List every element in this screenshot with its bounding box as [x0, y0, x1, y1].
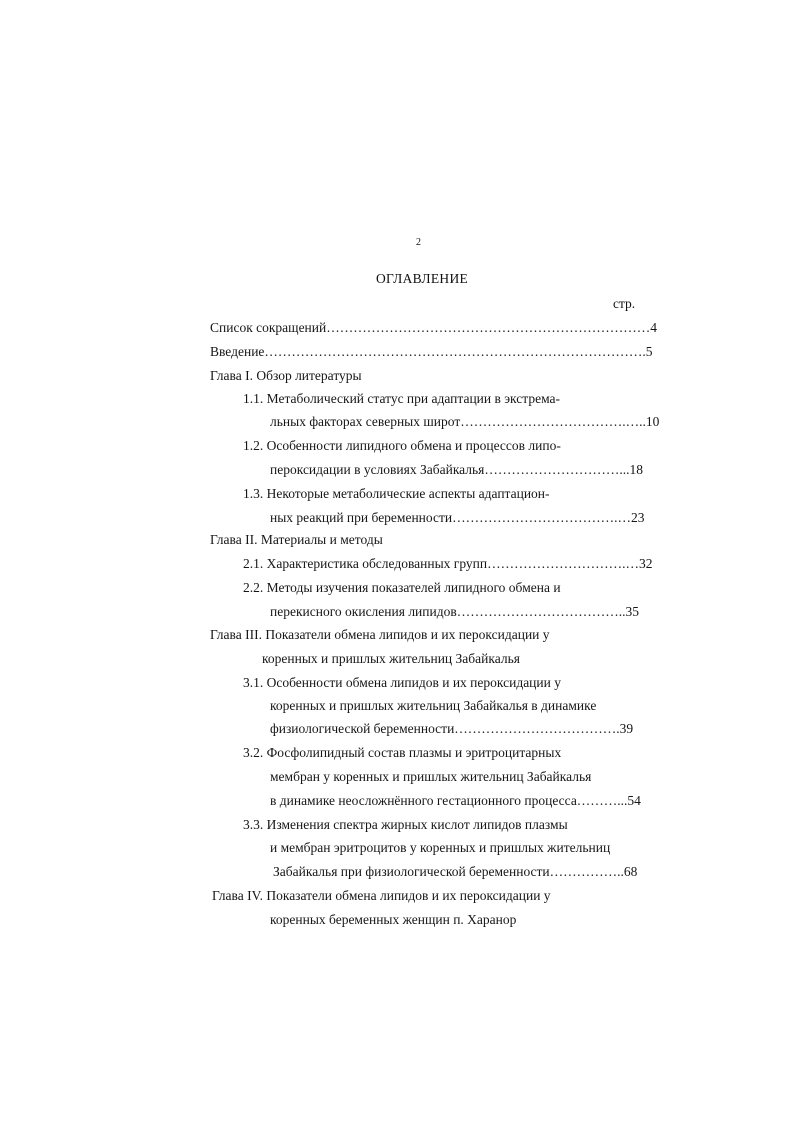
toc-chapter-3-line2: коренных и пришлых жительниц Забайкалья	[262, 651, 520, 666]
toc-chapter-4-line2: коренных беременных женщин п. Харанор	[270, 912, 517, 927]
toc-entry-3-1-line1: 3.1. Особенности обмена липидов и их пероксидации у	[243, 675, 561, 690]
toc-entry-2-2-line2: перекисного окисления липидов………………………………..35	[270, 604, 639, 619]
toc-entry-1-2-line2: пероксидации в условиях Забайкалья…………………………...18	[270, 462, 644, 477]
toc-entry-3-2-line2: мембран у коренных и пришлых жительниц Забайкалья	[270, 769, 592, 784]
toc-chapter-1: Глава I. Обзор литературы	[210, 368, 362, 383]
toc-entry-3-3-line1: 3.3. Изменения спектра жирных кислот липидов плазмы	[243, 817, 568, 832]
toc-entry-1-1-line1: 1.1. Метаболический статус при адаптации в экстрема-	[243, 391, 561, 406]
toc-entry-2-2-line1: 2.2. Методы изучения показателей липидного обмена и	[243, 580, 561, 595]
page-title: ОГЛАВЛЕНИЕ	[376, 271, 469, 286]
toc-entry-3-3-line3: Забайкалья при физиологической беременности……………..68	[273, 864, 638, 879]
toc-entry-1-3-line1: 1.3. Некоторые метаболические аспекты адаптацион-	[243, 486, 550, 501]
toc-chapter-4-line1: Глава IV. Показатели обмена липидов и их пероксидации у	[212, 888, 551, 903]
toc-entry-3-2-line3: в динамике неосложнённого гестационного процесса………...54	[270, 793, 641, 808]
toc-entry-3-1-line2: коренных и пришлых жительниц Забайкалья в динамике	[270, 698, 597, 713]
toc-chapter-3-line1: Глава III. Показатели обмена липидов и их пероксидации у	[210, 627, 550, 642]
toc-chapter-2: Глава II. Материалы и методы	[210, 532, 383, 547]
toc-entry-1-1-line2: льных факторах северных широт……………………………….…..10	[270, 414, 660, 429]
toc-entry-2-1: 2.1. Характеристика обследованных групп………………………….…32	[243, 556, 653, 571]
page-number: 2	[416, 237, 421, 248]
toc-entry-1-3-line2: ных реакций при беременности……………………………….…23	[270, 510, 645, 525]
page-column-label: стр.	[613, 296, 636, 311]
toc-entry-abbreviations: Список сокращений………………………………………………………………4	[210, 320, 657, 335]
toc-entry-3-3-line2: и мембран эритроцитов у коренных и пришлых жительниц	[270, 840, 611, 855]
toc-entry-3-1-line3: физиологической беременности……………………………….39	[270, 721, 634, 736]
toc-entry-1-2-line1: 1.2. Особенности липидного обмена и процессов липо-	[243, 438, 561, 453]
toc-entry-3-2-line1: 3.2. Фосфолипидный состав плазмы и эритроцитарных	[243, 745, 562, 760]
toc-entry-introduction: Введение………………………………………………………………………….5	[210, 344, 653, 359]
